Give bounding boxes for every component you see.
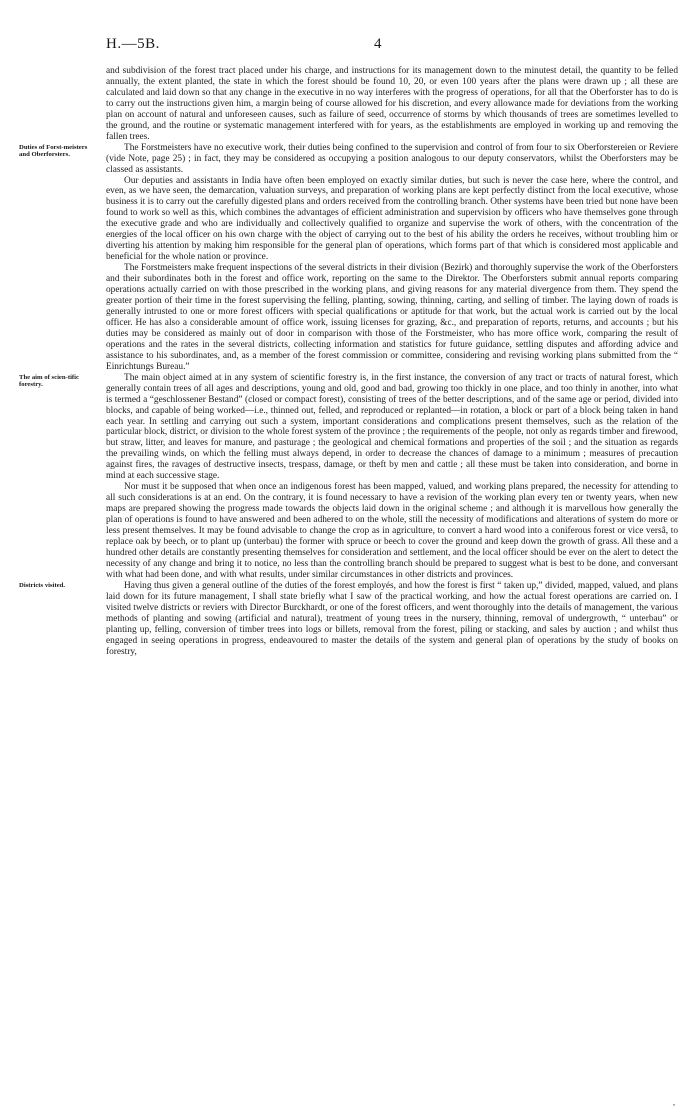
margin-note-duties: Duties of Forst-meisters and Oberforsters. xyxy=(19,143,88,159)
document-reference: H.—5B. xyxy=(106,36,160,52)
paragraph-3: Our deputies and assistants in India have often been employed on exactly similar duties, but such is never the case here, where the control, and even, as we have seen, the demarcation, valuation surveys, and preparation of working plans are kept perfectly distinct from the local executive, whose business it is to carry out the carefully digested plans and orders received from the controlling branch. Other systems have been tried but none have been found to work so well as this, which combines the advantages of efficient administration and supervision by officers who have themselves gone through the executive grade and who are individually and collectively qualified to organize and supervise the work of others, with the concentration of the energies of the local officer on his own charge with the object of carrying out to the best of his ability the orders he receives, without troubling him or diverting his attention by making him responsible for the general plan of operations, which forms part of that which is considered most applicable and beneficial for the whole nation or province. xyxy=(106,175,678,263)
paragraph-7-text: Having thus given a general outline of the duties of the forest employés, and how the forest is first “ taken up,” divided, mapped, valued, and plans laid down for its future management, I shall state briefly what I saw of the practical working, and how the actual forest operations are carried on. I visited twelve districts or reviers with Director Burckhardt, or one of the forest officers, and went thoroughly into the details of management, the various methods of planting and sowing (artificial and natural), treatment of young trees in the nursery, thinning, removal of undergrowth, “ unterbau” or planting up, felling, conversion of timber trees into logs or billets, removal from the forest, piling or stacking, and sales by auction ; and whilst thus engaged in seeing operations in progress, endeavoured to master the details of the system and general plan of operations by the study of books on forestry, xyxy=(106,580,678,657)
paragraph-5-text: The main object aimed at in any system of scientific forestry is, in the first instance, the conversion of any tract or tracts of natural forest, which generally contain trees of all ages and descriptions, young and old, good and bad, growing too thickly in one place, and too thinly in another, into what is termed a “geschlossener Bestand” (closed or compact forest), consisting of trees of the better descriptions, and of the same age or period, divided into blocks, and capable of being worked—i.e., thinned out, felled, and reproduced or replanted—in rotation, a block or part of a block being taken in hand each year. In settling and carrying out such a system, important considerations and complications present themselves, such as the relation of the particular block, district, or division to the whole forest system of the province ; the requirements of the people, not only as regards timber and firewood, but straw, litter, and leaves for manure, and pasturage ; the geological and chemical formations and properties of the soil ; and the situation as regards the prevailing winds, on which the felling must always depend, in order to decrease the chances of damage to a minimum ; measures of precaution against fires, the ravages of destructive insects, trespass, damage, or theft by men and cattle ; all these must be taken into consideration, and borne in mind at each successive stage. xyxy=(106,372,678,482)
paragraph-2 xyxy=(19,142,678,176)
page-header xyxy=(106,36,676,56)
paragraph-6: Nor must it be supposed that when once an indigenous forest has been mapped, valued, and working plans prepared, the necessity for attending to all such considerations is at an end. On the contrary, it is found necessary to have a revision of the working plan every ten or twenty years, when new maps are prepared showing the progress made towards the objects laid down in the original scheme ; and although it is marvellous how generally the plan of operations is found to have answered and been adhered to on the whole, still the necessity of modifications and alterations of system do more or less present themselves. It may be found advisable to change the crop as in agriculture, to convert a hard wood into a coniferous forest or vice versâ, to replace oak by beech, or to plant up (unterbau) the former with spruce or beech to cover the ground and keep down the growth of grass. All these and a hundred other details are constantly presenting themselves for consideration and settlement, and the local officer should be ever on the alert to detect the necessity of any change and bring it to notice, no less than the controlling branch should be prepared to suggest what is best to be done, and conversant with what had been done, and with what results, under similar circumstances in other districts and provinces. xyxy=(106,482,678,580)
page-number: 4 xyxy=(374,36,382,52)
margin-note-aim: The aim of scien-tific forestry. xyxy=(19,373,79,389)
paragraph-1: and subdivision of the forest tract placed under his charge, and instructions for its management down to the minutest detail, the quantity to be felled annually, the extent planted, the state in which the forest should be found 10, 20, or even 100 years after the plans were drawn up ; all these are calculated and laid down so that any change in the executive in no way interferes with the progress of operations, for all that the Oberforster has to do is to carry out the instructions given him, a margin being of course allowed for his discretion, and every allowance made for deviations from the working plan on account of natural and unforeseen causes, such as failure of seed, occurrence of storms by which thousands of trees are sometimes levelled to the ground, and the routine or systematic management interfered with for years, as the establishments are employed in working up and removing the fallen trees. xyxy=(106,66,678,142)
paragraph-2-text: The Forstmeisters have no executive work, their duties being confined to the supervision and control of from four to six Oberforstereien or Reviere (vide Note, page 25) ; in fact, they may be considered as occupying a position analogous to our deputy conservators, whilst the Oberforsters may be classed as assistants. xyxy=(106,142,678,175)
paragraph-7 xyxy=(19,580,678,658)
paragraph-5 xyxy=(19,372,678,483)
margin-note-districts: Districts visited. xyxy=(19,581,66,589)
paragraph-4: The Forstmeisters make frequent inspections of the several districts in their division (Bezirk) and thoroughly supervise the work of the Oberforsters and their subordinates both in the forest and office work, reporting on the same to the Direktor. The Oberforsters submit annual reports comparing operations actually carried on with those prescribed in the working plans, and giving reasons for any material divergence from them. They spend the greater portion of their time in the forest supervising the felling, planting, sowing, thinning, carting, and selling of timber. The laying down of roads is generally intrusted to one or more forest officers with special qualifications or aptitude for that work, but the actual work is carried out by the local officer. He has also a considerable amount of office work, issuing licenses for grazing, &c., and preparation of reports, returns, and accounts ; but his duties may be considered as mainly out of door in comparison with those of the Forstmeister, who has more office work, comparing the result of operations and the rates in the several districts, collecting information and statistics for future guidance, settling disputes and affording advice and assistance to his subordinates, and, as a member of the forest commission or committee, considering and revising working plans submitted from the “ Einrichtungs Bureau.” xyxy=(106,263,678,372)
footer-mark: , xyxy=(673,1098,675,1107)
body-text xyxy=(19,66,678,657)
